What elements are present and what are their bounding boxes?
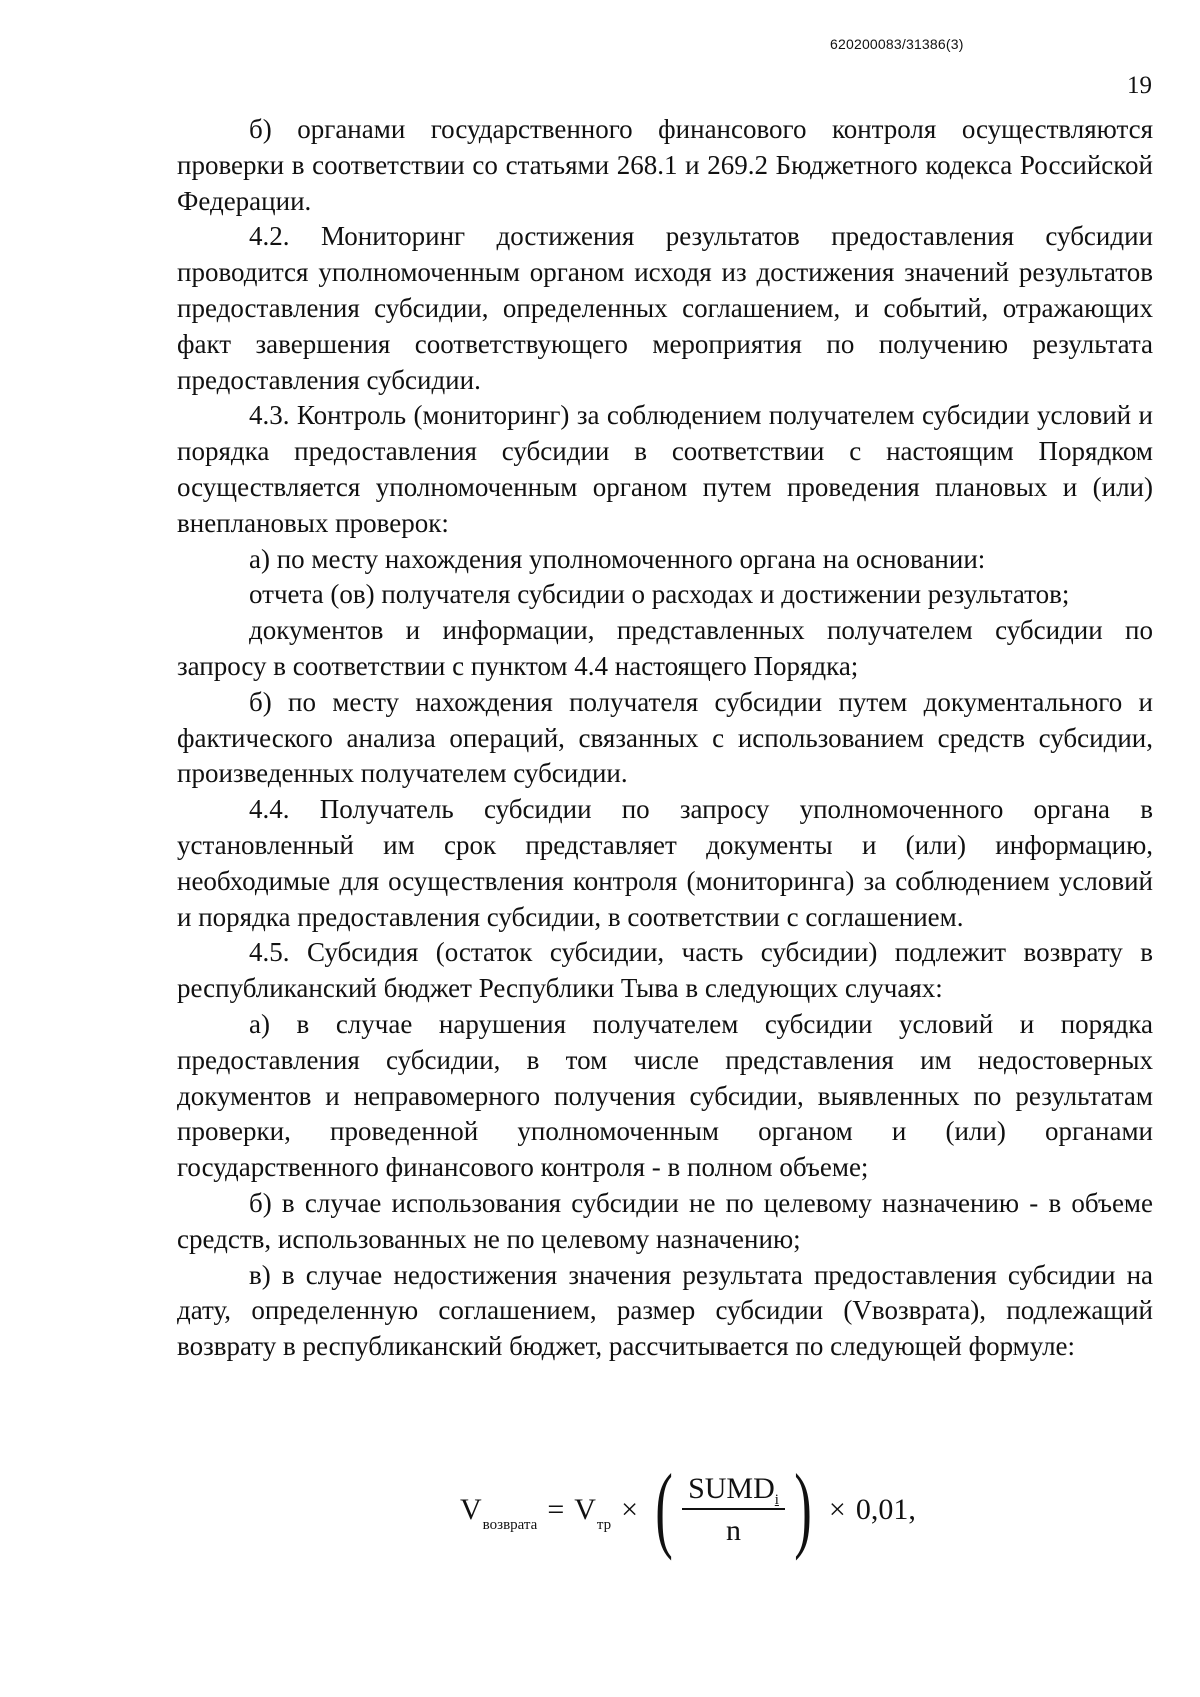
formula-lhs-subscript: возврата (482, 1517, 538, 1533)
formula-left-paren: ( (655, 1454, 673, 1561)
paragraph: 4.4. Получатель субсидии по запросу уполномоченного органа в установленный им срок представляет документы и (или) информацию, необходимые для осуществления контроля (мониторинга) за соблюдением условий и порядка предоставления субсидии, в соответствии с соглашением. (177, 794, 1153, 932)
formula-fraction (682, 1474, 785, 1546)
paragraph: а) в случае нарушения получателем субсидии условий и порядка предоставления субсидии, в том числе представления им недостоверных документов и неправомерного получения субсидии, выявленных по результатам проверки, проведенной уполномоченным органом и (или) органами государственного финансового контроля - в полном объеме; (177, 1008, 1153, 1183)
refund-formula (460, 1454, 916, 1561)
paragraph: в) в случае недостижения значения результата предоставления субсидии на дату, определенную соглашением, размер субсидии (Vвозврата), подлежащий возврату в республиканский бюджет, рассчитывается по следующей формуле: (177, 1259, 1153, 1362)
document-id: 620200083/31386(3) (830, 36, 964, 52)
paragraph: 4.5. Субсидия (остаток субсидии, часть субсидии) подлежит возврату в республиканский бюджет Республики Тыва в следующих случаях: (177, 937, 1153, 1004)
formula-numerator-subscript: i (774, 1492, 779, 1508)
document-body (177, 112, 1153, 1365)
paragraph: б) органами государственного финансового контроля осуществляются проверки в соответствии со статьями 268.1 и 269.2 Бюджетного кодекса Российской Федерации. (177, 114, 1153, 216)
formula-multiply: × (828, 1493, 846, 1526)
paragraph: б) по месту нахождения получателя субсидии путем документального и фактического анализа операций, связанных с использованием средств субсидии, произведенных получателем субсидии. (177, 686, 1153, 789)
formula-v-tr: $V_{тр}$ (574, 1493, 612, 1533)
paragraph: отчета (ов) получателя субсидии о расходах и достижении результатов; (249, 579, 1070, 610)
paragraph: 4.2. Мониторинг достижения результатов предоставления субсидии проводится уполномоченным органом исходя из достижения значений результатов предоставления субсидии, определенных соглашением, и событий, отражающих факт завершения соответствующего мероприятия по получению результата предоставления субсидии. (177, 221, 1153, 395)
formula-v-tr-subscript: тр (596, 1517, 612, 1533)
formula-multiply: × (621, 1493, 639, 1526)
formula-lhs: $V_{возврата}$ (460, 1493, 538, 1533)
paragraph: 4.3. Контроль (мониторинг) за соблюдением получателем субсидии условий и порядка предоставления субсидии в соответствии с настоящим Порядком осуществляется уполномоченным органом путем проведения плановых и (или) внеплановых проверок: (177, 400, 1153, 538)
formula-factor: 0,01, (855, 1493, 916, 1526)
formula-equals: = (547, 1493, 565, 1526)
page-number: 19 (1127, 72, 1152, 99)
paragraph: б) в случае использования субсидии не по целевому назначению - в объеме средств, использованных не по целевому назначению; (177, 1187, 1153, 1254)
formula-right-paren: ) (794, 1454, 812, 1561)
formula-denominator: n (726, 1514, 741, 1547)
paragraph: а) по месту нахождения уполномоченного органа на основании: (249, 543, 986, 574)
paragraph: документов и информации, представленных получателем субсидии по запросу в соответствии с пунктом 4.4 настоящего Порядка; (177, 615, 1153, 681)
formula-numerator: $SUMD_i$ (682, 1474, 785, 1510)
